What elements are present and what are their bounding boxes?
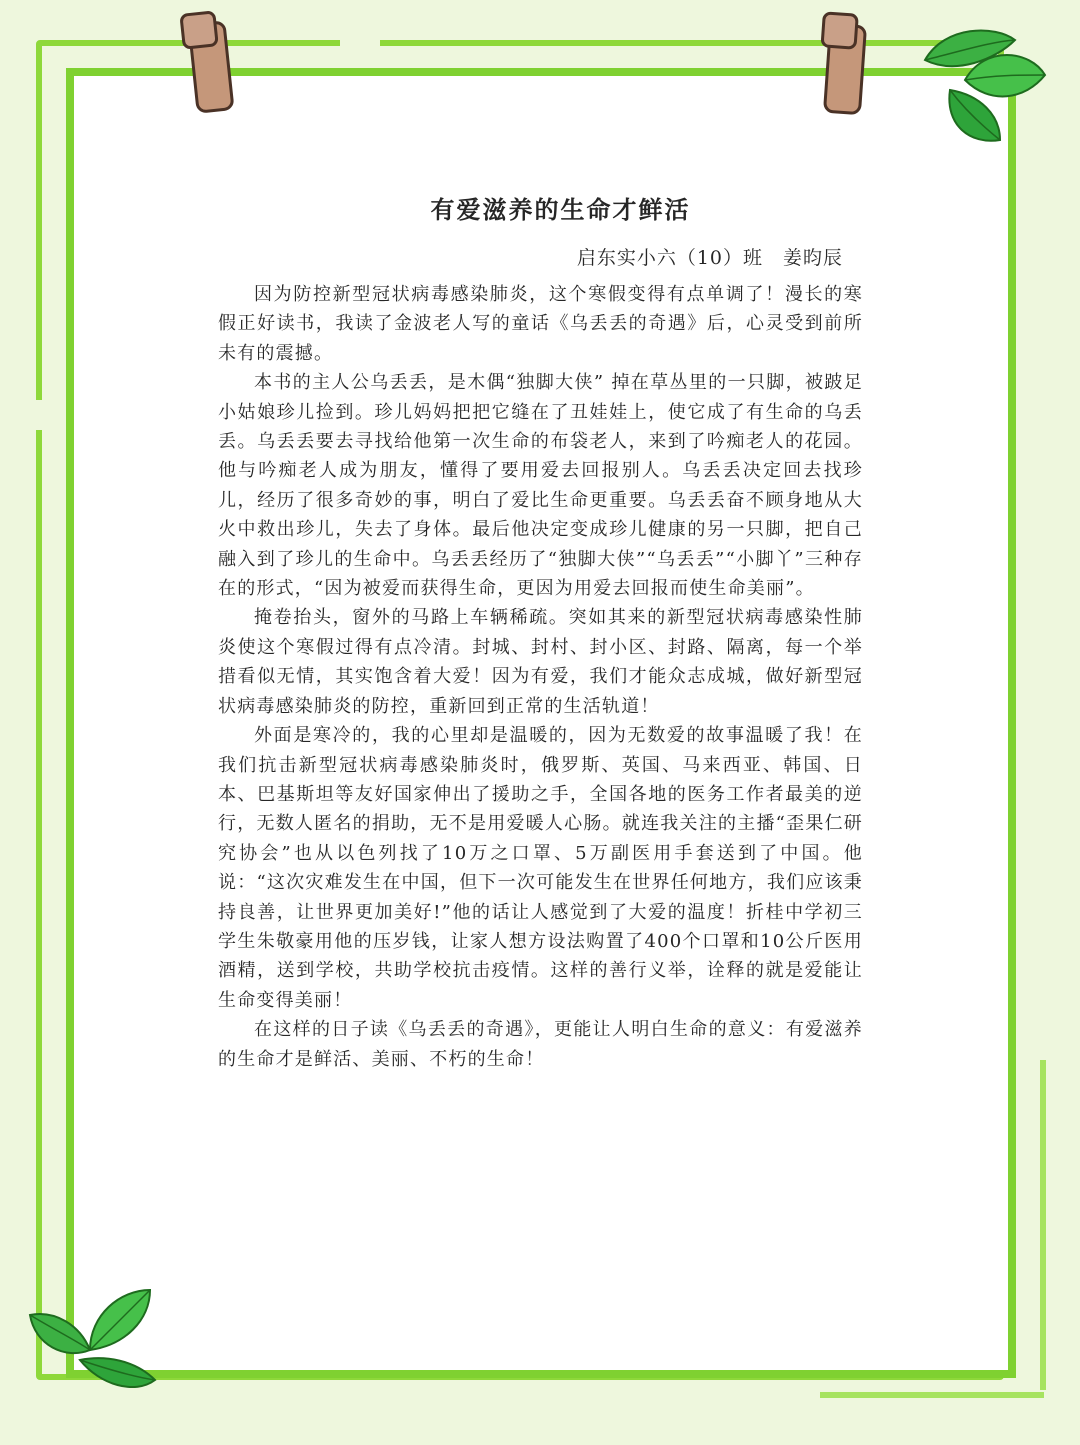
paragraph: 本书的主人公乌丢丢，是木偶“独脚大侠” 掉在草丛里的一只脚，被跛足小姑娘珍儿捡到。珍儿妈妈把把它缝在了丑娃娃上，使它成了有生命的乌丢丢。乌丢丢要去寻找给他第一次生命的布袋老人，来到了吟痴老人的花园。他与吟痴老人成为朋友，懂得了要用爱去回报别人。乌丢丢决定回去找珍儿，经历了很多奇妙的事，明白了爱比生命更重要。乌丢丢奋不顾身地从大火中救出珍儿，失去了身体。最后他决定变成珍儿健康的另一只脚，把自己融入到了珍儿的生命中。乌丢丢经历了“独脚大侠”“乌丢丢”“小脚丫”三种存在的形式，“因为被爱而获得生命，更因为用爱去回报而使生命美丽”。 — [218, 372, 863, 600]
leaves-icon — [20, 1285, 160, 1400]
frame-accent-line — [820, 1392, 1044, 1398]
essay-title: 有爱滋养的生命才鲜活 — [430, 195, 691, 224]
frame-gap — [36, 400, 42, 430]
author-byline: 启东实小六（10）班 姜昀辰 — [576, 247, 843, 269]
clothespin-icon — [823, 23, 867, 115]
paragraph: 因为防控新型冠状病毒感染肺炎，这个寒假变得有点单调了！漫长的寒假正好读书，我读了金波老人写的童话《乌丢丢的奇遇》后，心灵受到前所未有的震撼。 — [218, 284, 863, 364]
frame-gap — [340, 40, 380, 46]
paragraph: 掩卷抬头，窗外的马路上车辆稀疏。突如其来的新型冠状病毒感染性肺炎使这个寒假过得有点冷清。封城、封村、封小区、封路、隔离，每一个举措看似无情，其实饱含着大爱！因为有爱，我们才能众志成城，做好新型冠状病毒感染肺炎的防控，重新回到正常的生活轨道！ — [218, 607, 863, 717]
clothespin-icon — [187, 20, 234, 113]
paragraph: 在这样的日子读《乌丢丢的奇遇》，更能让人明白生命的意义：有爱滋养的生命才是鲜活、美丽、不朽的生命！ — [218, 1019, 863, 1070]
paragraph: 外面是寒冷的，我的心里却是温暖的，因为无数爱的故事温暖了我！在我们抗击新型冠状病毒感染肺炎时，俄罗斯、英国、马来西亚、韩国、日本、巴基斯坦等友好国家伸出了援助之手，全国各地的医务工作者最美的逆行，无数人匿名的捐助，无不是用爱暖人心肠。就连我关注的主播“歪果仁研究协会”也从以色列找了10万之口罩、5万副医用手套送到了中国。他说：“这次灾难发生在中国，但下一次可能发生在世界任何地方，我们应该秉持良善，让世界更加美好!”他的话让人感觉到了大爱的温度！折桂中学初三学生朱敬豪用他的压岁钱，让家人想方设法购置了400个口罩和10公斤医用酒精，送到学校，共助学校抗击疫情。这样的善行义举，诠释的就是爱能让生命变得美丽！ — [218, 725, 863, 1011]
leaves-icon — [905, 20, 1050, 150]
essay — [218, 190, 863, 1074]
frame-accent-line — [1040, 1060, 1046, 1390]
